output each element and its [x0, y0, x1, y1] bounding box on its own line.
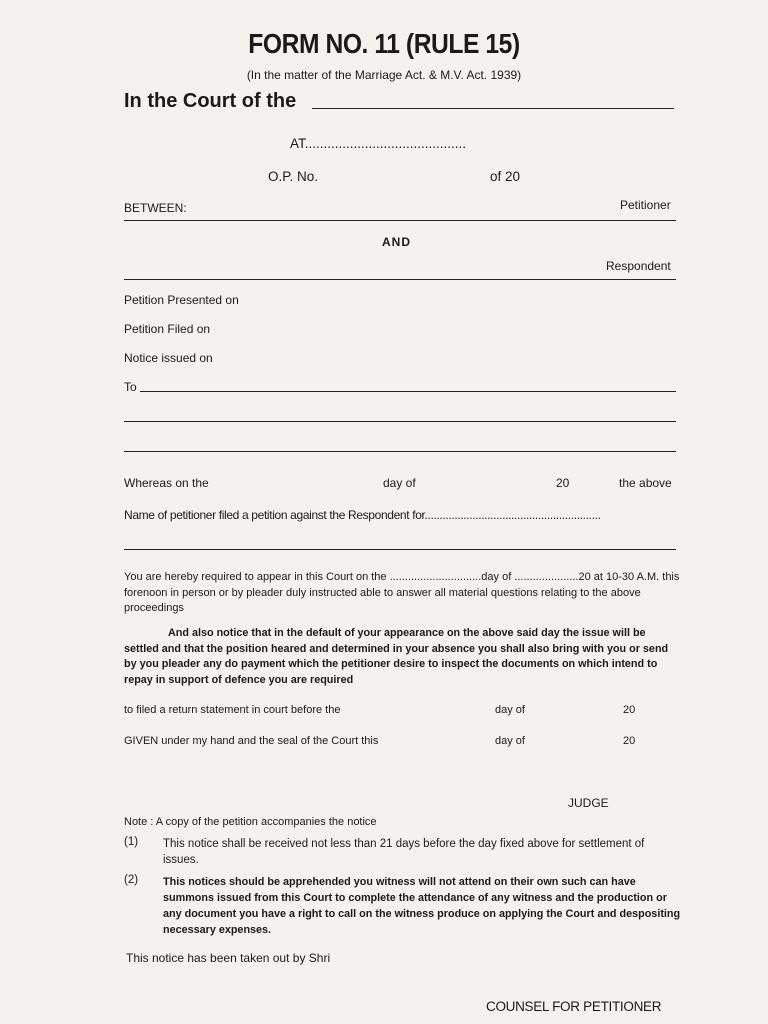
whereas-label: Whereas on the [124, 476, 209, 490]
to-line-2 [124, 421, 676, 422]
given-label: GIVEN under my hand and the seal of the Court this [124, 735, 379, 747]
petitioner-line [124, 220, 676, 221]
taken-out-label: This notice has been taken out by Shri [126, 951, 331, 965]
note-item-number: (1) [124, 836, 139, 848]
form-title: FORM NO. 11 (RULE 15) [248, 28, 520, 59]
note-item-number: (2) [124, 874, 139, 886]
respondent-label: Respondent [606, 259, 671, 273]
op-no-label: O.P. No. [268, 169, 319, 184]
note-item-text: This notice shall be received not less than 21 days before the day fixed above for settlement of issues. [163, 838, 645, 866]
notice-issued-label: Notice issued on [124, 351, 213, 365]
whereas-above: the above [619, 476, 672, 490]
whereas-day-of: day of [383, 476, 416, 490]
to-line-1 [140, 391, 676, 392]
petitioner-name-line: Name of petitioner filed a petition against the Respondent for........................................................... [124, 508, 601, 522]
return-day-of: day of [495, 704, 525, 716]
to-label: To [124, 380, 137, 394]
whereas-year: 20 [556, 476, 570, 490]
note-item-text: This notices should be apprehended you witness will not attend on their own such can have summons issued from this Court to complete the attendance of any witness and the production or any document you have a right to call on the witness produce on applying the Court and despositing necessary expenses. [163, 876, 681, 936]
and-label: AND [382, 235, 411, 249]
return-statement-label: to filed a return statement in court before the [124, 704, 341, 716]
petition-purpose-line [124, 549, 676, 550]
given-day-of: day of [495, 735, 525, 747]
default-paragraph: And also notice that in the default of your appearance on the above said day the issue will be settled and that the position heared and determined in your absence you shall also bring with you or send by you pleader any do payment which the petitioner desire to inspect the documents on which intend to repay in support of defence you are required [124, 627, 669, 686]
court-name-line [312, 108, 674, 109]
return-year: 20 [623, 704, 636, 716]
note-heading: Note : A copy of the petition accompanies the notice [124, 816, 377, 828]
between-label: BETWEEN: [124, 201, 187, 215]
petitioner-label: Petitioner [620, 198, 671, 212]
petition-filed-label: Petition Filed on [124, 322, 211, 336]
respondent-line [124, 279, 676, 280]
to-line-3 [124, 451, 676, 452]
of-year-label: of 20 [490, 169, 521, 184]
counsel-signature-label: COUNSEL FOR PETITIONER [486, 999, 662, 1014]
appear-paragraph: You are hereby required to appear in this Court on the ..............................day of .....................20 at 10-30 A.M. this forenoon in person or by pleader duly instructed able to answer all material questions relating to the above proceedings [124, 571, 680, 614]
petition-presented-label: Petition Presented on [124, 293, 239, 307]
judge-signature-label: JUDGE [568, 796, 609, 810]
at-field: AT........................................... [290, 136, 467, 151]
given-year: 20 [623, 735, 636, 747]
form-subtitle: (In the matter of the Marriage Act. & M.V. Act. 1939) [246, 68, 522, 82]
court-label: In the Court of the [124, 90, 297, 112]
